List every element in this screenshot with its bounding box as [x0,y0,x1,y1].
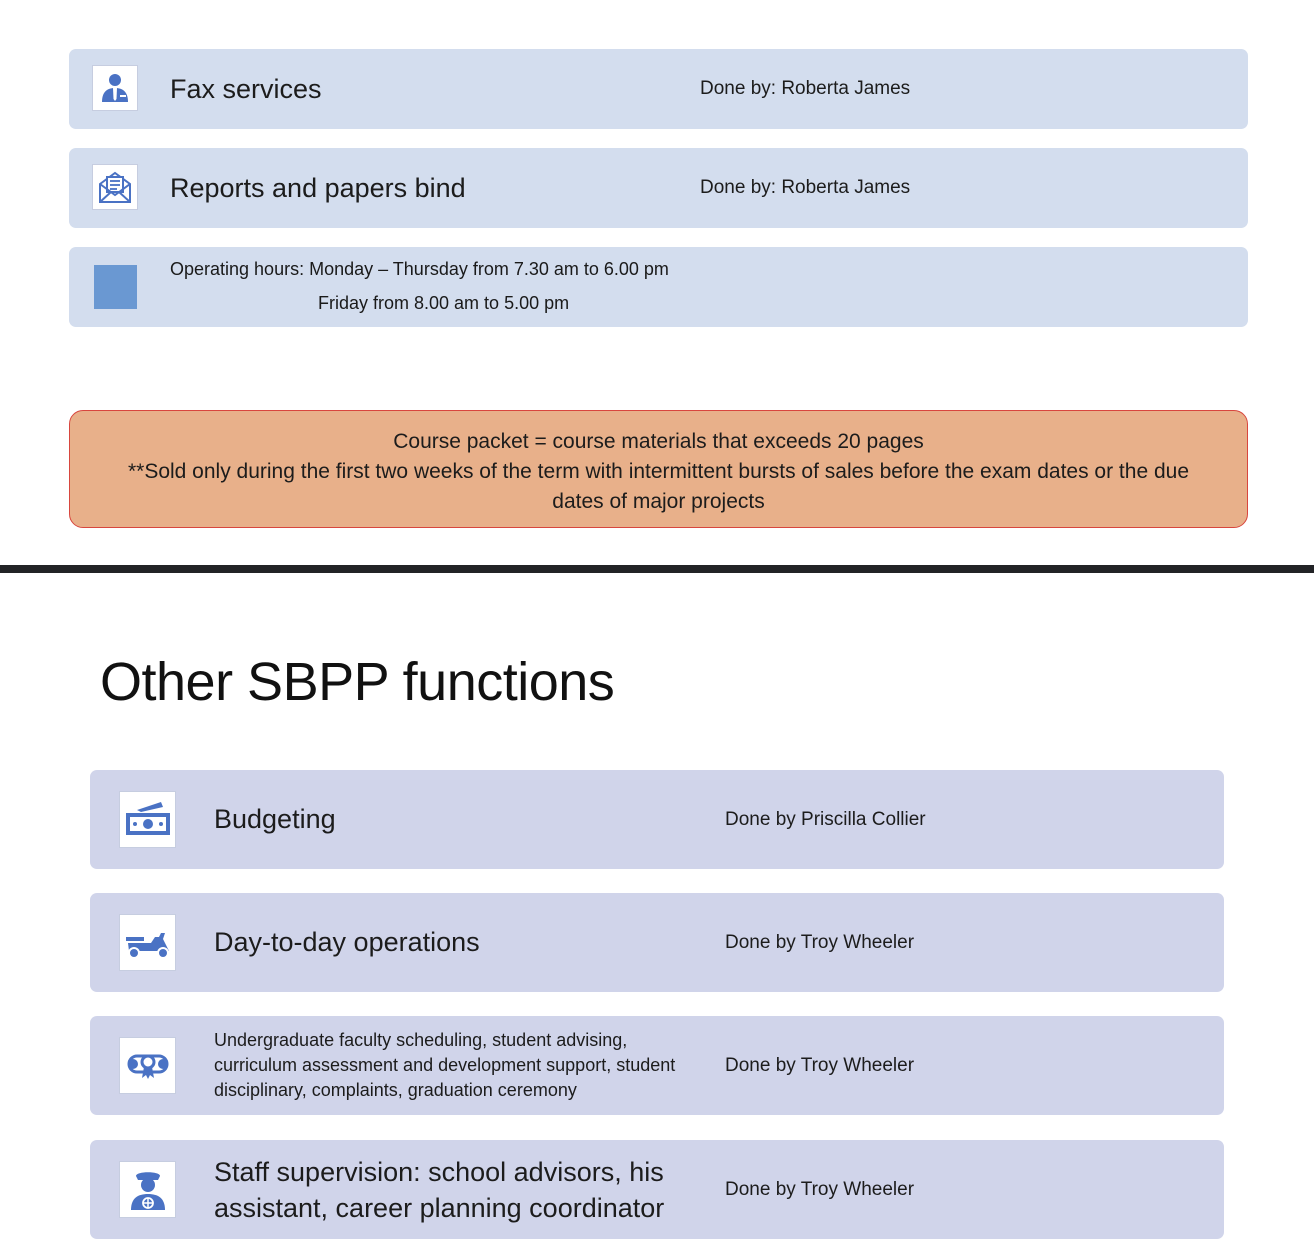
done-by-label: Done by Troy Wheeler [725,1178,915,1200]
note-line-1: Course packet = course materials that exceeds 20 pages [393,430,924,453]
operating-hours-line-2: Friday from 8.00 am to 5.00 pm [318,293,570,313]
done-by-label: Done by: Roberta James [700,78,911,99]
scooter-icon [119,914,176,971]
operating-hours-line-1: Operating hours: Monday – Thursday from 7.30 am to 6.00 pm [170,259,669,279]
service-row-bind [69,148,1248,228]
note-line-2: **Sold only during the first two weeks of the term with intermittent bursts of sales before the exam dates or the due dates of major projects [127,460,1190,513]
function-title: Budgeting [214,804,336,834]
officer-icon [119,1161,176,1218]
function-title: Staff supervision: school advisors, his assistant, career planning coordinator [214,1156,665,1223]
operating-hours-row [69,247,1248,327]
bottom-slide [0,573,1314,1248]
service-title: Reports and papers bind [170,172,466,203]
business-person-icon [92,65,138,111]
service-row-fax [69,49,1248,129]
done-by-label: Done by: Roberta James [700,177,911,198]
done-by-label: Done by Priscilla Collier [725,808,926,830]
course-packet-note [69,410,1248,528]
diploma-icon [119,1037,176,1094]
function-title: Day-to-day operations [214,927,480,957]
service-title: Fax services [170,73,322,104]
function-row-operations [90,893,1224,992]
function-title: Undergraduate faculty scheduling, student advising, curriculum assessment and development support, student disciplinary, complaints, graduation ceremony [214,1030,676,1100]
page-title: Other SBPP functions [100,652,615,712]
money-icon [119,791,176,848]
function-row-budgeting [90,770,1224,869]
function-row-faculty [90,1016,1224,1115]
function-row-supervision [90,1140,1224,1239]
square-icon [94,265,137,309]
slide-divider [0,565,1314,573]
top-slide [0,0,1314,565]
done-by-label: Done by Troy Wheeler [725,1054,915,1076]
done-by-label: Done by Troy Wheeler [725,931,915,953]
envelope-document-icon [92,164,138,210]
